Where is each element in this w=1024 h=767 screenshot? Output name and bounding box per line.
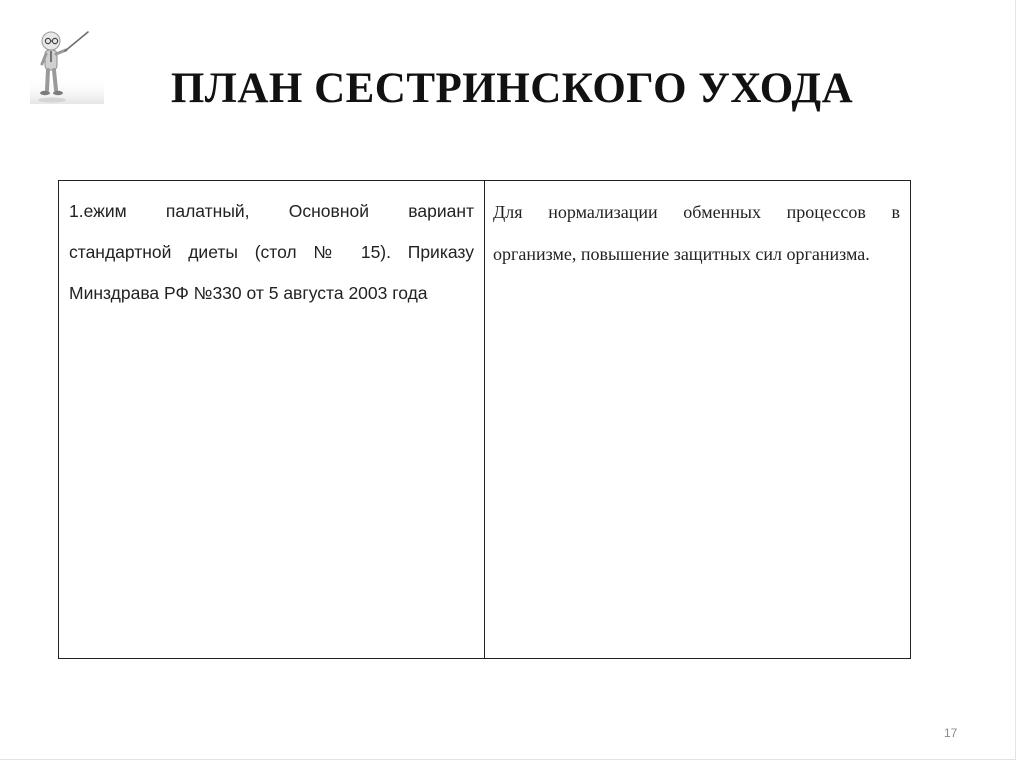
care-plan-table — [58, 180, 911, 659]
rationale-cell: Для нормализации обменных процессов в организме, повышение защитных сил организма. — [485, 181, 911, 659]
page-number: 17 — [944, 726, 958, 740]
table-row — [59, 181, 911, 659]
care-measure-cell: 1.ежим палатный, Основной вариант стандартной диеты (стол № 15). Приказу Минздрава РФ №330 от 5 августа 2003 года — [59, 181, 485, 659]
slide-title: ПЛАН СЕСТРИНСКОГО УХОДА — [170, 65, 854, 112]
